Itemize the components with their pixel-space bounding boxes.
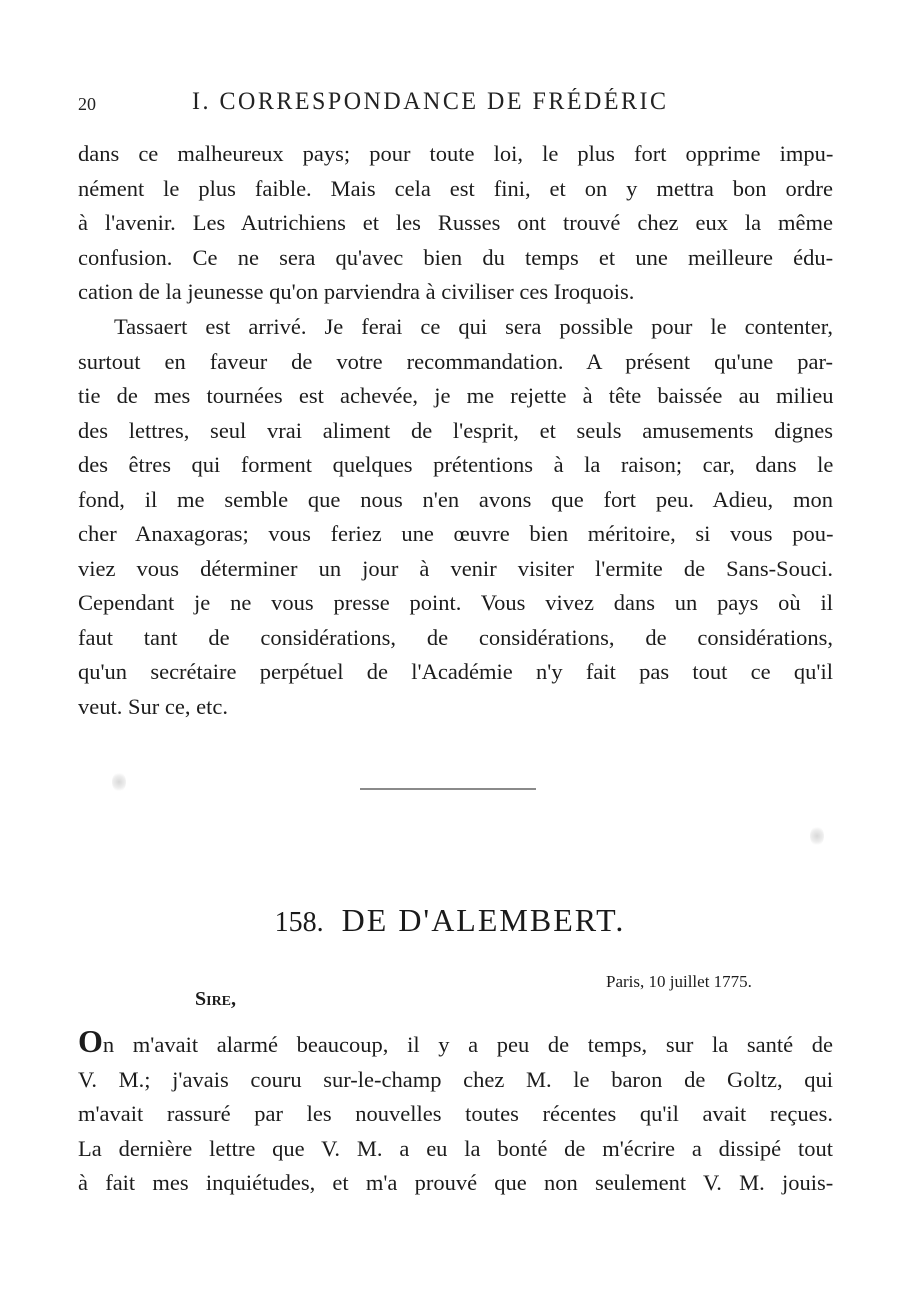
drop-cap: O <box>78 1023 103 1059</box>
text-line: nément le plus faible. Mais cela est fini, et on y mettra bon ordre <box>78 175 833 201</box>
text-line: dans ce malheureux pays; pour toute loi, le plus fort opprime impu- <box>78 141 834 166</box>
letter-title: DE D'ALEMBERT. <box>341 902 626 938</box>
letter-heading <box>0 902 900 939</box>
letter-dateline: Paris, 10 juillet 1775. <box>606 972 752 991</box>
text-line: des êtres qui forment quelques prétentions à la raison; car, dans le <box>78 452 834 477</box>
first-line-text: n m'avait alarmé beaucoup, il y a peu de temps, sur la santé de <box>102 1032 833 1057</box>
text-line: qu'un secrétaire perpétuel de l'Académie n'y fait pas tout ce qu'il <box>78 659 833 684</box>
text-line <box>78 1023 833 1063</box>
letter-salutation: Sire, <box>195 988 237 1010</box>
text-line: surtout en faveur de votre recommandation. A présent qu'une par- <box>78 348 833 374</box>
page-number: 20 <box>78 94 96 114</box>
paper-speck <box>112 772 126 792</box>
paper-speck <box>810 826 824 846</box>
text-line: veut. Sur ce, etc. <box>78 693 228 719</box>
text-line: V. M.; j'avais couru sur-le-champ chez M. le baron de Goltz, qui <box>78 1066 833 1092</box>
text-line: à l'avenir. Les Autrichiens et les Russes ont trouvé chez eux la même <box>78 210 833 235</box>
text-line: La dernière lettre que V. M. a eu la bonté de m'écrire a dissipé tout <box>78 1135 834 1161</box>
paragraph-1 <box>78 137 833 310</box>
text-line: confusion. Ce ne sera qu'avec bien du temps et une meilleure édu- <box>78 244 834 270</box>
text-line: à fait mes inquiétudes, et m'a prouvé que non seulement V. M. jouis- <box>78 1170 834 1195</box>
text-line: cher Anaxagoras; vous feriez une œuvre bien méritoire, si vous pou- <box>78 521 834 546</box>
section-divider <box>360 788 536 790</box>
paragraph-2 <box>78 310 833 724</box>
text-line: Cependant je ne vous presse point. Vous vivez dans un pays où il <box>78 590 833 615</box>
running-title: I. CORRESPONDANCE DE FRÉDÉRIC <box>192 88 669 116</box>
text-line: tie de mes tournées est achevée, je me rejette à tête baissée au milieu <box>78 383 834 408</box>
text-line: cation de la jeunesse qu'on parviendra à civiliser ces Iroquois. <box>78 279 635 304</box>
text-line: faut tant de considérations, de considérations, de considérations, <box>78 624 833 650</box>
text-line: des lettres, seul vrai aliment de l'esprit, et seuls amusements dignes <box>78 417 833 443</box>
text-line: fond, il me semble que nous n'en avons que fort peu. Adieu, mon <box>78 486 833 512</box>
letter-number: 158. <box>274 907 324 938</box>
letter-body <box>78 1023 834 1201</box>
text-line: viez vous déterminer un jour à venir visiter l'ermite de Sans-Souci. <box>78 555 833 581</box>
text-line: m'avait rassuré par les nouvelles toutes récentes qu'il avait reçues. <box>78 1101 833 1126</box>
text-line: Tassaert est arrivé. Je ferai ce qui sera possible pour le contenter, <box>114 314 833 339</box>
running-head <box>78 88 838 118</box>
